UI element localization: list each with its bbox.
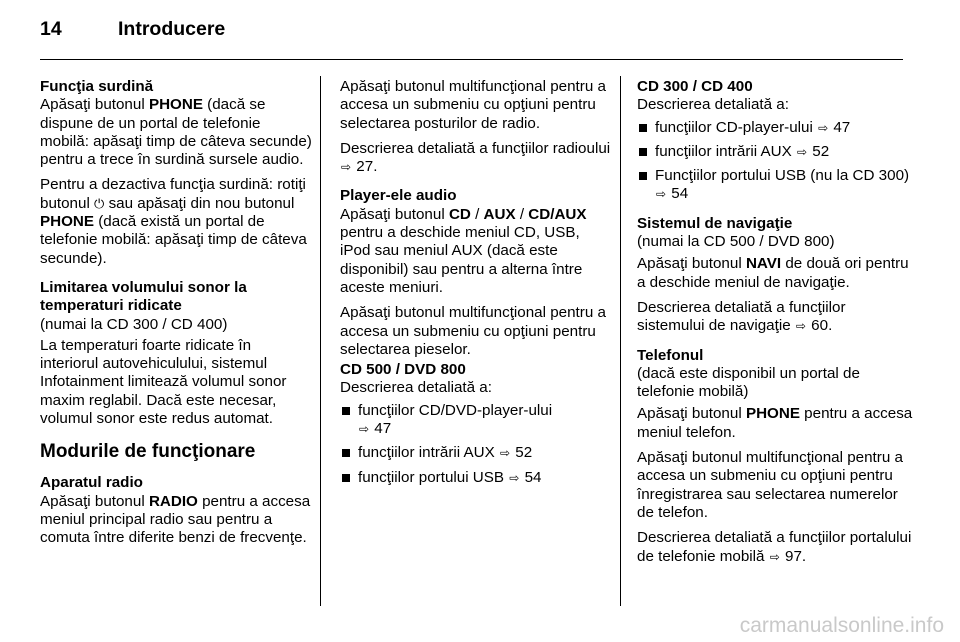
watermark: carmanualsonline.info: [739, 614, 944, 637]
modes-title: Modurile de funcţionare: [40, 441, 256, 463]
list-item: Funcţiilor portului USB (nu la CD 300) ⇨ 54: [637, 167, 917, 204]
bullet-square-icon: [342, 407, 350, 415]
page-ref-arrow-icon: ⇨: [359, 422, 370, 437]
column-divider-1: [320, 76, 321, 606]
limit-title: Limitarea volumului sonor la temperaturi ridicate: [40, 278, 247, 315]
header-rule: [40, 59, 903, 60]
mute-paragraph-1: Apăsaţi butonul PHONE (dacă se dispune de un portal de telefonie mobilă: apăsaţi timp de câteva secunde) pentru a trece în surdină sursele audio.: [40, 96, 312, 169]
list-item: funcţiilor intrării AUX ⇨ 52: [340, 444, 612, 462]
cd500-title: CD 500 / DVD 800: [340, 361, 466, 379]
column-1: [40, 78, 312, 555]
cd300-title: CD 300 / CD 400: [637, 78, 753, 95]
power-knob-icon: ⏻: [94, 195, 105, 211]
cd500-desc: Descrierea detaliată a:: [340, 379, 492, 397]
page-ref-arrow-icon: ⇨: [656, 187, 667, 202]
page-header: [40, 18, 225, 41]
page-ref-arrow-icon: ⇨: [509, 470, 520, 485]
cd300-list: [637, 119, 917, 204]
bullet-square-icon: [342, 474, 350, 482]
page-title: Introducere: [118, 18, 226, 40]
limit-note: (numai la CD 300 / CD 400): [40, 315, 228, 333]
bullet-square-icon: [639, 124, 647, 132]
column-3: [637, 78, 917, 573]
radio-title: Aparatul radio: [40, 474, 143, 492]
nav-note: (numai la CD 500 / DVD 800): [637, 233, 835, 251]
bullet-square-icon: [639, 148, 647, 156]
list-item: funcţiilor CD-player-ului ⇨ 47: [637, 119, 917, 137]
tel-paragraph: Apăsaţi butonul PHONE pentru a accesa meniul telefon.: [637, 405, 913, 441]
page-number: 14: [40, 18, 62, 40]
column-divider-2: [620, 76, 621, 606]
radio-details-paragraph: Descrierea detaliată a funcţiilor radioului ⇨ 27.: [340, 139, 611, 176]
page-ref-arrow-icon: ⇨: [818, 120, 829, 135]
nav-paragraph: Apăsaţi butonul NAVI de două ori pentru a deschide meniul de navigaţie.: [637, 255, 909, 291]
tel-submenu-paragraph: Apăsaţi butonul multifuncţional pentru a accesa un submeniu cu opţiuni pentru înregistrarea sau selectarea numerelor de telefon.: [637, 449, 903, 521]
list-item: funcţiilor CD/DVD-player-ului ⇨ 47: [340, 402, 612, 439]
cd300-desc: Descrierea detaliată a:: [637, 96, 789, 114]
mute-paragraph-2: Pentru a dezactiva funcţia surdină: rotiţi butonul ⏻ sau apăsaţi din nou butonul PHONE (dacă există un portal de telefonie mobilă: apăsaţi timp de câteva secunde).: [40, 176, 307, 267]
tracks-submenu-paragraph: Apăsaţi butonul multifuncţional pentru a accesa un submeniu cu opţiuni pentru selectarea pieselor.: [340, 304, 606, 358]
page-ref-arrow-icon: ⇨: [341, 160, 352, 175]
tel-title: Telefonul: [637, 346, 704, 364]
bullet-square-icon: [639, 172, 647, 180]
page-ref-arrow-icon: ⇨: [499, 446, 511, 461]
audio-paragraph: Apăsaţi butonul CD / AUX / CD/AUX pentru a deschide meniul CD, USB, iPod sau meniul AUX (dacă este disponibil) sau pentru a alterna între aceste meniuri.: [340, 205, 587, 296]
nav-title: Sistemul de navigaţie: [637, 214, 793, 232]
mute-title: Funcţia surdină: [40, 78, 154, 95]
radio-paragraph: Apăsaţi butonul RADIO pentru a accesa meniul principal radio sau pentru a comuta între diferite benzi de frecvenţe.: [40, 492, 311, 547]
page-ref-arrow-icon: ⇨: [795, 319, 806, 334]
page-ref-arrow-icon: ⇨: [796, 144, 808, 159]
audio-title: Player-ele audio: [340, 187, 457, 205]
tel-details-paragraph: Descrierea detaliată a funcţiilor portalului de telefonie mobilă ⇨ 97.: [637, 529, 912, 565]
cd500-list: [340, 402, 612, 487]
limit-text: La temperaturi foarte ridicate în interiorul autovehiculului, sistemul Infotainment limitează volumul sonor maxim reglabil. Dacă este necesar, volumul sonor este redus automat.: [40, 336, 287, 428]
list-item: funcţiilor intrării AUX ⇨ 52: [637, 143, 917, 161]
column-2: [340, 78, 612, 494]
nav-details-paragraph: Descrierea detaliată a funcţiilor sistemului de navigaţie ⇨ 60.: [637, 298, 846, 335]
tel-note: (dacă este disponibil un portal de telefonie mobilă): [637, 364, 860, 401]
list-item: funcţiilor portului USB ⇨ 54: [340, 469, 612, 487]
page-ref-arrow-icon: ⇨: [769, 549, 780, 564]
radio-submenu-paragraph: Apăsaţi butonul multifuncţional pentru a accesa un submeniu cu opţiuni pentru selectarea posturilor de radio.: [340, 78, 606, 132]
bullet-square-icon: [342, 449, 350, 457]
